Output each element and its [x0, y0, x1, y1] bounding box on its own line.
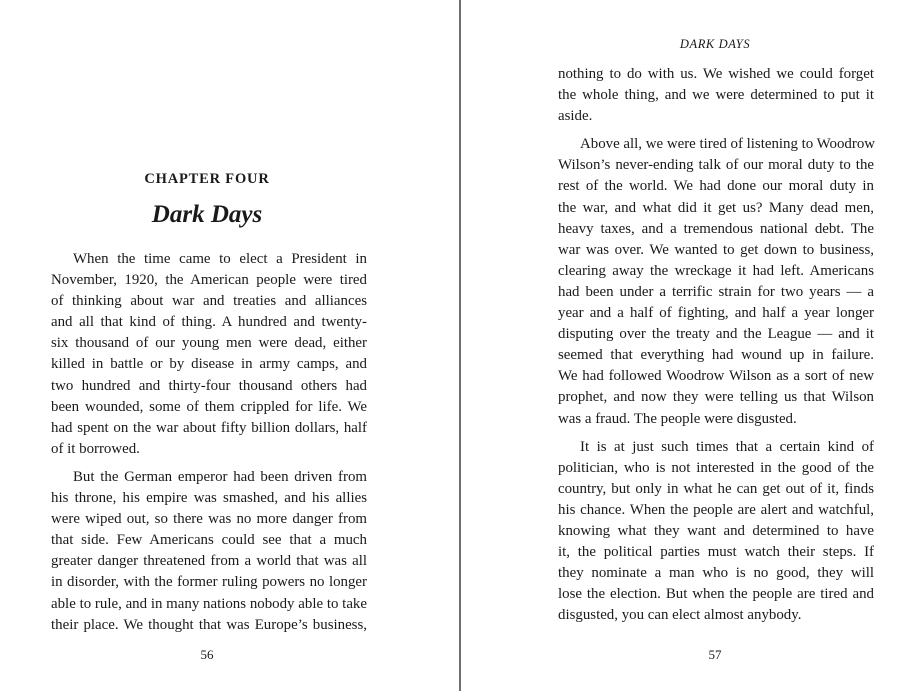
text-line: prophet, and now they were telling us that Wilson	[558, 389, 874, 406]
text-line: six thousand of our young men were dead, either	[51, 335, 367, 352]
text-line: rest of the world. We had done our moral duty in	[558, 178, 874, 195]
text-line: clearing away the wreckage it had left. Americans	[558, 262, 874, 279]
text-line: were wiped out, so there was no more danger from	[51, 511, 367, 528]
text-line: it, the political parties must watch their steps. If	[558, 544, 874, 561]
text-line: had been under a terrific strain for two years — a	[558, 283, 874, 300]
left-page	[0, 0, 459, 691]
text-line: they nominate a man who is no good, they will	[558, 565, 874, 582]
text-line: year and a half of fighting, and half a year longer	[558, 305, 874, 322]
text-line: seemed that everything had wound up in failure.	[558, 347, 874, 364]
paragraph	[51, 467, 367, 636]
text-line: of thinking about war and treaties and alliances	[51, 293, 367, 310]
text-line: in disorder, with the former ruling powers no longer	[51, 574, 367, 591]
text-line: two hundred and thirty-four thousand others had	[51, 377, 367, 394]
page-number-left: 56	[200, 647, 214, 662]
text-line: disgusted, you can elect almost anybody.	[558, 607, 802, 624]
text-line: was a fraud. The people were disgusted.	[558, 410, 797, 427]
text-line: But the German emperor had been driven from	[73, 468, 367, 485]
text-line: the whole thing, and we were determined to put it	[558, 87, 874, 104]
text-line: We had followed Woodrow Wilson as a sort of new	[558, 368, 874, 385]
text-line: had spent on the war about fifty billion dollars, half	[51, 419, 367, 436]
text-line: Above all, we were tired of listening to Woodrow	[580, 136, 876, 153]
text-line: war was over. We wanted to get down to business,	[558, 241, 874, 258]
text-line: and all that kind of thing. A hundred and twenty-	[51, 314, 367, 331]
text-line: their place. We thought that was Europe’s business,	[51, 616, 367, 633]
text-line: lose the election. But when the people are tired and	[558, 586, 874, 603]
text-line: country, but only in what he can get out of it, finds	[558, 480, 874, 497]
text-line: his throne, his empire was smashed, and his allies	[51, 490, 367, 507]
text-line: When the time came to elect a President in	[73, 251, 367, 267]
paragraph	[51, 249, 367, 460]
text-line: been wounded, some of them crippled for life. We	[51, 398, 367, 415]
text-line: nothing to do with us. We wished we could forget	[558, 66, 874, 82]
right-page	[461, 0, 924, 691]
text-line: greater danger threatened from a world that was all	[51, 553, 367, 570]
text-line: heavy taxes, and a tremendous national debt. The	[558, 220, 874, 237]
text-line: killed in battle or by disease in army camps, and	[51, 356, 367, 373]
paragraph	[558, 437, 874, 627]
running-head: DARK DAYS	[679, 37, 751, 51]
text-line: that side. Few Americans could see that a much	[51, 532, 367, 549]
page-number-right: 57	[708, 647, 722, 662]
left-body-text	[51, 249, 367, 636]
right-body-text	[558, 64, 874, 626]
text-line: Wilson’s never-ending talk of our moral duty to the	[558, 157, 874, 174]
text-line: his chance. When the people are alert and watchful,	[558, 501, 874, 518]
chapter-label: CHAPTER FOUR	[144, 171, 270, 187]
text-line: of it borrowed.	[51, 440, 140, 457]
paragraph	[558, 134, 874, 429]
text-line: It is at just such times that a certain kind of	[580, 438, 874, 455]
text-line: politician, who is not interested in the good of the	[558, 459, 874, 476]
chapter-title: Dark Days	[151, 201, 263, 228]
text-line: aside.	[558, 108, 593, 125]
text-line: knowing what they want and determined to have	[558, 522, 874, 539]
text-line: the war, and what did it get us? Many dead men,	[558, 199, 874, 216]
text-line: able to rule, and in many nations nobody able to take	[51, 595, 367, 612]
text-line: disputing over the treaty and the League — and it	[558, 326, 874, 343]
text-line: November, 1920, the American people were tired	[51, 272, 367, 289]
paragraph	[558, 64, 874, 127]
